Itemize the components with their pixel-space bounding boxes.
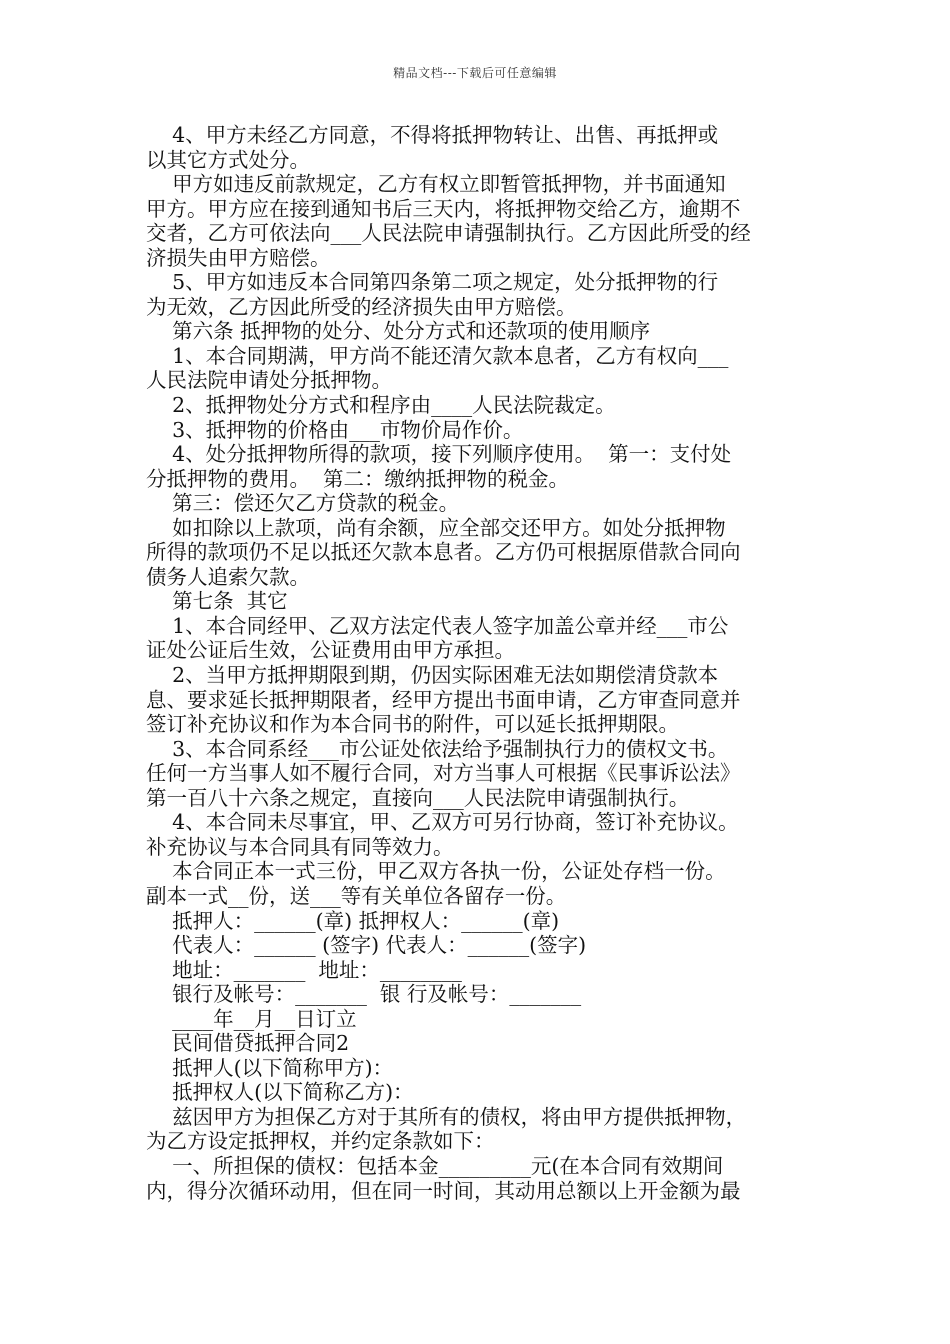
text-line: 甲方。甲方应在接到通知书后三天内，将抵押物交给乙方，逾期不 (146, 196, 741, 221)
section-heading: 第七条 其它 (146, 589, 288, 614)
text-line: 3、抵押物的价格由___市物价局作价。 (146, 417, 524, 442)
text-line: 1、本合同经甲、乙双方法定代表人签字加盖公章并经___市公 (146, 613, 729, 638)
text-line: 2、当甲方抵押期限到期，仍因实际困难无法如期偿清贷款本 (146, 663, 719, 688)
section-heading: 第六条 抵押物的处分、处分方式和还款项的使用顺序 (146, 319, 651, 344)
date-line: ____年__月__日订立 (146, 1006, 357, 1031)
document-title: 民间借贷抵押合同2 (146, 1031, 350, 1056)
text-line: 为无效，乙方因此所受的经济损失由甲方赔偿。 (146, 294, 577, 319)
text-line: 5、甲方如违反本合同第四条第二项之规定，处分抵押物的行 (146, 270, 719, 295)
text-line: 如扣除以上款项，尚有余额，应全部交还甲方。如处分抵押物 (146, 515, 726, 540)
signature-line: 抵押人：______(章) 抵押权人：______(章) (146, 908, 560, 933)
text-line: 内，得分次循环动用，但在同一时间，其动用总额以上开金额为最 (146, 1178, 741, 1203)
text-line: 以其它方式处分。 (146, 147, 310, 172)
text-line: 甲方如违反前款规定，乙方有权立即暂管抵押物，并书面通知 (146, 172, 726, 197)
signature-line: 银行及帐号：_______ 银 行及帐号：_______ (146, 982, 582, 1007)
text-line: 所得的款项仍不足以抵还欠款本息者。乙方仍可根据原借款合同向 (146, 540, 741, 565)
text-line: 第一百八十六条之规定，直接向___人民法院申请强制执行。 (146, 785, 690, 810)
text-line: 签订补充协议和作为本合同书的附件，可以延长抵押期限。 (146, 712, 679, 737)
text-line: 任何一方当事人如不履行合同，对方当事人可根据《民事诉讼法》 (146, 761, 741, 786)
text-line: 抵押人(以下简称甲方)： (146, 1055, 394, 1080)
text-line: 2、抵押物处分方式和程序由____人民法院裁定。 (146, 393, 616, 418)
text-line: 1、本合同期满，甲方尚不能还清欠款本息者，乙方有权向___ (146, 343, 729, 368)
text-line: 第三：偿还欠乙方贷款的税金。 (146, 491, 460, 516)
text-line: 副本一式__份，送___等有关单位各留存一份。 (146, 883, 567, 908)
text-line: 兹因甲方为担保乙方对于其所有的债权，将由甲方提供抵押物， (146, 1104, 747, 1129)
text-line: 3、本合同系经___市公证处依法给予强制执行力的债权文书。 (146, 736, 729, 761)
text-line: 息、要求延长抵押期限者，经甲方提出书面申请，乙方审查同意并 (146, 687, 741, 712)
text-line: 4、本合同未尽事宜，甲、乙双方可另行协商，签订补充协议。 (146, 810, 739, 835)
text-line: 为乙方设定抵押权，并约定条款如下： (146, 1129, 495, 1154)
text-line: 4、甲方未经乙方同意，不得将抵押物转让、出售、再抵押或 (146, 123, 719, 147)
text-line: 债务人追索欠款。 (146, 564, 310, 589)
text-line: 一、所担保的债权：包括本金_________元(在本合同有效期间 (146, 1153, 724, 1178)
text-line: 4、处分抵押物所得的款项，接下列顺序使用。 第一：支付处 (146, 442, 732, 467)
signature-line: 地址：_______ 地址：________ (146, 957, 462, 982)
text-line: 补充协议与本合同具有同等效力。 (146, 834, 454, 859)
page-header: 精品文档---下载后可任意编辑 (393, 66, 557, 80)
text-line: 人民法院申请处分抵押物。 (146, 368, 392, 393)
text-line: 本合同正本一式三份，甲乙双方各执一份，公证处存档一份。 (146, 859, 726, 884)
text-line: 抵押权人(以下简称乙方)： (146, 1080, 414, 1105)
text-line: 济损失由甲方赔偿。 (146, 245, 331, 270)
text-line: 证处公证后生效，公证费用由甲方承担。 (146, 638, 515, 663)
text-line: 分抵押物的费用。 第二：缴纳抵押物的税金。 (146, 466, 570, 491)
document-body (146, 123, 811, 1203)
signature-line: 代表人：______ (签字) 代表人：______(签字) (146, 933, 587, 958)
text-line: 交者，乙方可依法向___人民法院申请强制执行。乙方因此所受的经 (146, 221, 751, 246)
